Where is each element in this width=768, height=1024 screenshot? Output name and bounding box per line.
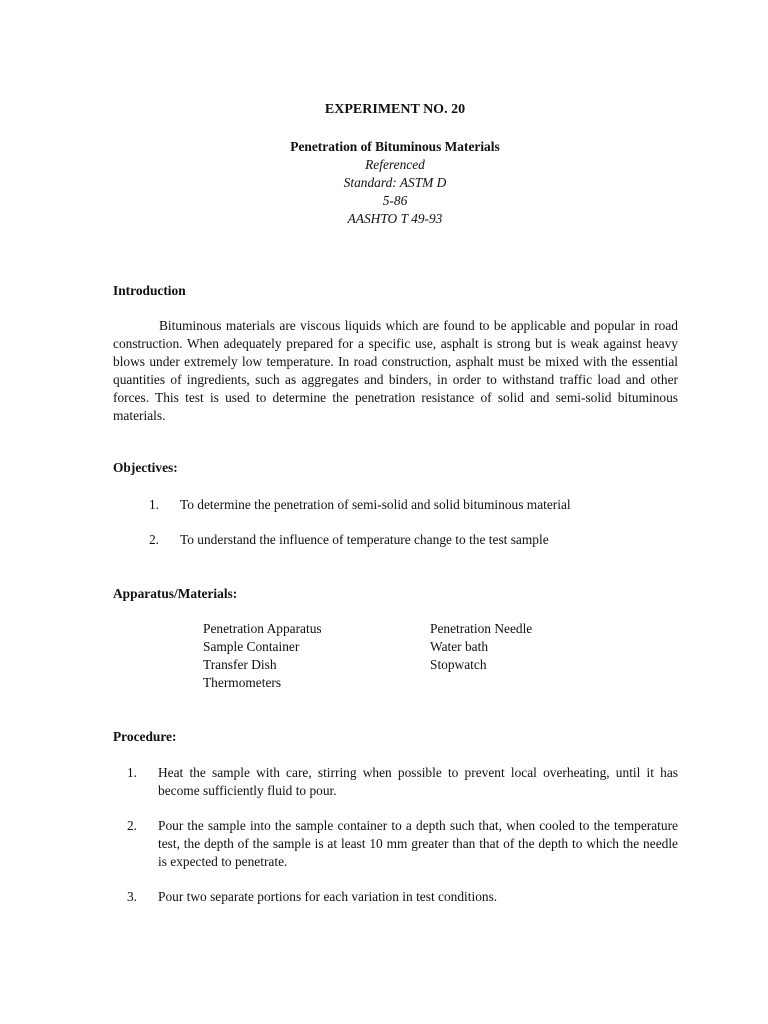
apparatus-item: Stopwatch xyxy=(430,657,487,672)
list-number: 1. xyxy=(148,497,159,512)
list-text: Heat the sample with care, stirring when possible to prevent local overheating, until it has become sufficiently fluid to pour. xyxy=(158,765,678,798)
apparatus-item: Transfer Dish xyxy=(203,657,277,672)
apparatus-item: Sample Container xyxy=(203,639,300,654)
list-number: 1. xyxy=(126,765,137,780)
experiment-title: EXPERIMENT NO. 20 xyxy=(324,102,466,117)
procedure-heading: Procedure: xyxy=(113,729,177,744)
introduction-heading: Introduction xyxy=(113,283,186,298)
list-text: To understand the influence of temperature change to the test sample xyxy=(180,532,549,547)
introduction-paragraph: Bituminous materials are viscous liquids which are found to be applicable and popular in road construction. When adequately prepared for a specific use, asphalt is strong but is weak against heavy blows under extremely low temperature. In road construction, asphalt must be mixed with the essential quantities of ingredients, such as aggregates and binders, in order to withstand traffic load and other forces. This test is used to determine the penetration resistance of solid and semi-solid bituminous materials. xyxy=(113,318,678,423)
experiment-subtitle: Penetration of Bituminous Materials xyxy=(290,139,500,154)
reference-line: 5-86 xyxy=(382,193,408,208)
apparatus-list xyxy=(203,620,630,692)
reference-line: AASHTO T 49-93 xyxy=(347,211,443,226)
list-text: Pour the sample into the sample container to a depth such that, when cooled to the temperature test, the depth of the sample is at least 10 mm greater than that of the depth to which the needle is expected to penetrate. xyxy=(158,818,678,869)
reference-line: Standard: ASTM D xyxy=(343,175,447,190)
list-number: 2. xyxy=(126,818,137,833)
apparatus-heading: Apparatus/Materials: xyxy=(113,586,238,601)
apparatus-item: Penetration Needle xyxy=(430,621,533,636)
list-text: To determine the penetration of semi-solid and solid bituminous material xyxy=(180,497,571,512)
reference-standards xyxy=(0,156,768,228)
apparatus-item: Water bath xyxy=(430,639,489,654)
reference-line: Referenced xyxy=(365,157,425,172)
list-number: 2. xyxy=(148,532,159,547)
list-text: Pour two separate portions for each variation in test conditions. xyxy=(158,889,498,904)
apparatus-item: Thermometers xyxy=(203,675,282,690)
apparatus-item: Penetration Apparatus xyxy=(203,621,322,636)
objectives-heading: Objectives: xyxy=(113,460,178,475)
list-number: 3. xyxy=(126,889,137,904)
